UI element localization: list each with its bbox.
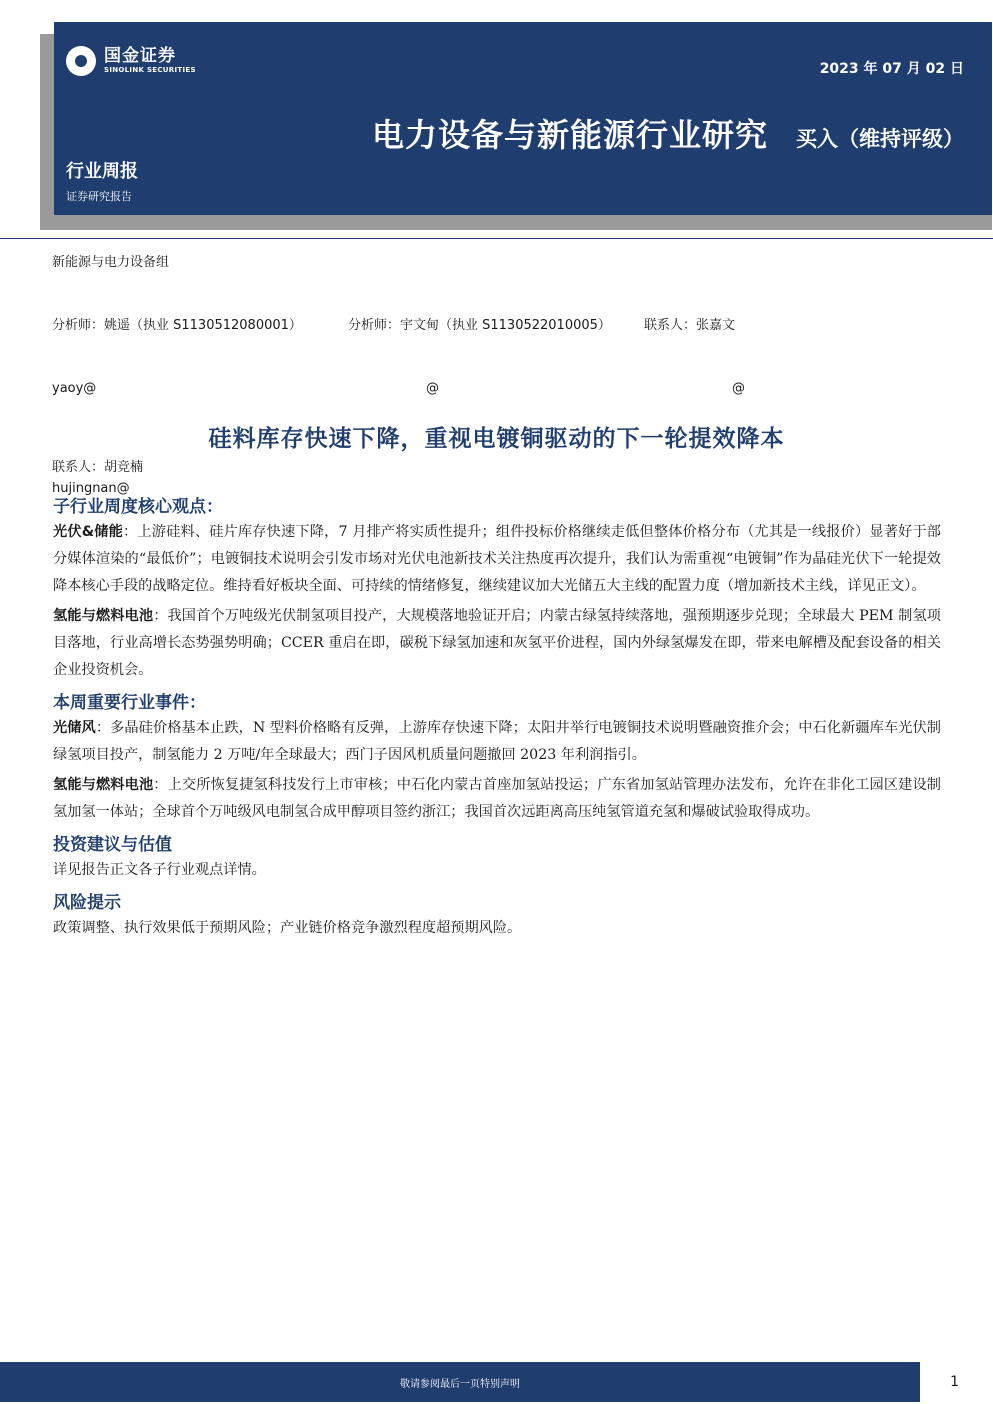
analyst-2: 分析师：宇文甸（执业 S1130522010005） xyxy=(348,318,611,333)
report-title: 电力设备与新能源行业研究 xyxy=(371,116,768,154)
contact-2-email[interactable]: hujingnan@ xyxy=(52,481,130,496)
pv-storage-wind-events xyxy=(53,715,941,769)
contact-2: 联系人：胡竞楠 xyxy=(52,460,144,475)
section-core-views-title: 子行业周度核心观点： xyxy=(53,497,223,517)
hydrogen-events xyxy=(53,772,941,826)
pv-storage-wind-lead: 光储风 xyxy=(53,719,96,736)
hydrogen-events-text: ：上交所恢复捷氢科技发行上市审核；中石化内蒙古首座加氢站投运；广东省加氢站管理办法发布，允许在非化工园区建设制氢加氢一体站；全球首个万吨级风电制氢合成甲醇项目签约浙江；我国首次远距离高压纯氢管道充氢和爆破试验取得成功。 xyxy=(53,777,941,821)
analyst-1-email[interactable]: yaoy@ xyxy=(52,381,97,396)
analyst-2-email[interactable]: @ xyxy=(426,381,439,396)
company-logo xyxy=(66,46,196,76)
page-number: 1 xyxy=(950,1374,959,1390)
risk-text: 政策调整、执行效果低于预期风险；产业链价格竞争激烈程度超预期风险。 xyxy=(53,919,522,936)
section-events-title: 本周重要行业事件： xyxy=(53,692,206,713)
footer-bar xyxy=(0,1362,920,1402)
logo-name-en: SINOLINK SECURITIES xyxy=(104,66,196,74)
header-divider xyxy=(0,238,993,239)
analyst-1: 分析师：姚遥（执业 S1130512080001） xyxy=(52,318,302,333)
section-investment-title: 投资建议与估值 xyxy=(53,834,172,855)
hydrogen-events-lead: 氢能与燃料电池 xyxy=(53,777,154,794)
hydrogen-text: ：我国首个万吨级光伏制氢项目投产，大规模落地验证开启；内蒙古绿氢持续落地，强预期逐步兑现；全球最大 PEM 制氢项目落地，行业高增长态势强势明确；CCER 重启在即，碳税下绿氢加速和灰氢平价进程，国内外绿氢爆发在即，带来电解槽及配套设备的相关企业投资机会。 xyxy=(53,608,941,678)
analyst-block xyxy=(52,252,764,499)
footer-disclaimer: 敬请参阅最后一页特别声明 xyxy=(400,1378,520,1390)
report-type: 行业周报 xyxy=(66,161,138,182)
contact-1-email[interactable]: @ xyxy=(732,381,745,396)
contact-1: 联系人：张嘉文 xyxy=(644,318,736,333)
report-date: 2023 年 07 月 02 日 xyxy=(819,61,964,77)
report-body xyxy=(53,492,941,946)
pv-storage-lead: 光伏&储能 xyxy=(53,524,124,540)
pv-storage-text: ：上游硅料、硅片库存快速下降，7 月排产将实质性提升；组件投标价格继续走低但整体价格分布（尤其是一线报价）显著好于部分媒体渲染的“最低价”；电镀铜技术说明会引发市场对光伏电池新技术关注热度再次提升，我们认为需重视“电镀铜”作为晶硅光伏下一轮提效降本核心手段的战略定位。维持看好板块全面、可持续的情绪修复，继续建议加大光储五大主线的配置力度（增加新技术主线，详见正文）。 xyxy=(53,524,941,594)
report-header xyxy=(54,22,992,215)
investment-text: 详见报告正文各子行业观点详情。 xyxy=(53,861,266,878)
report-headline: 硅料库存快速下降，重视电镀铜驱动的下一轮提效降本 xyxy=(208,426,785,452)
team-name: 新能源与电力设备组 xyxy=(52,255,170,270)
hydrogen-paragraph xyxy=(53,603,941,683)
rating-badge: 买入（维持评级） xyxy=(796,127,964,151)
hydrogen-lead: 氢能与燃料电池 xyxy=(53,608,154,625)
report-subtype: 证券研究报告 xyxy=(66,190,132,203)
pv-storage-wind-text: ：多晶硅价格基本止跌，N 型料价格略有反弹，上游库存快速下降；太阳井举行电镀铜技术说明暨融资推介会；中石化新疆库车光伏制绿氢项目投产，制氢能力 2 万吨/年全球最大；西门子因风机质量问题撤回 2023 年利润指引。 xyxy=(53,719,941,763)
section-risk-title: 风险提示 xyxy=(53,892,121,913)
logo-name-cn: 国金证券 xyxy=(104,46,176,66)
logo-circle-icon xyxy=(66,46,96,76)
pv-storage-paragraph xyxy=(53,519,941,599)
